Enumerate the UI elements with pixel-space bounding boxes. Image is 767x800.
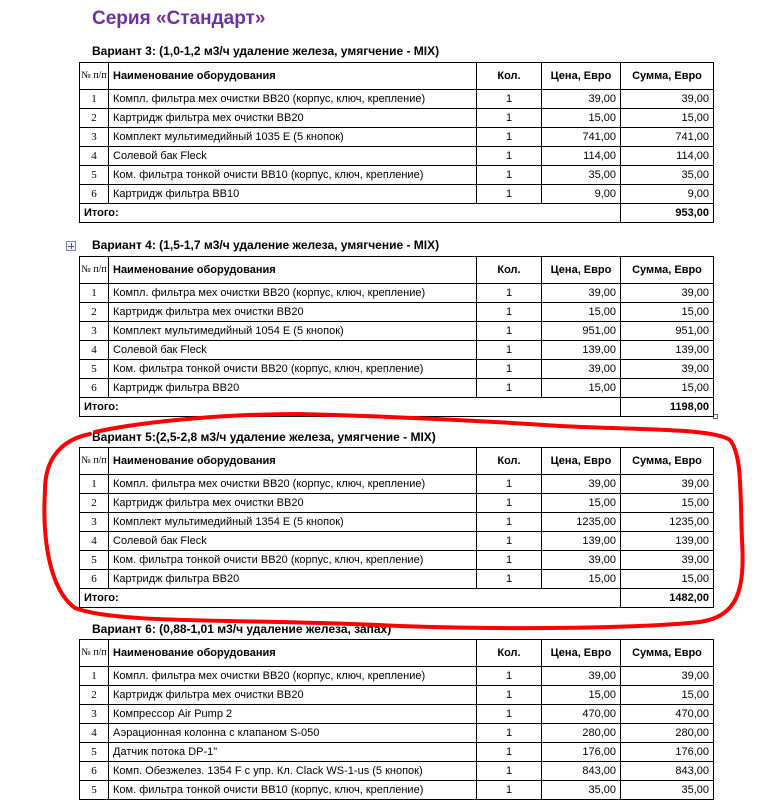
- cell-qty: 1: [477, 724, 542, 743]
- cell-sum: 39,00: [621, 551, 714, 570]
- equipment-table: [79, 639, 714, 800]
- total-value: 953,00: [621, 204, 714, 223]
- cell-qty: 1: [477, 686, 542, 705]
- cell-price: 843,00: [542, 762, 621, 781]
- cell-price: 15,00: [542, 379, 621, 398]
- cell-qty: 1: [477, 128, 542, 147]
- header-qty: Кол.: [477, 63, 542, 90]
- cell-sum: 139,00: [621, 341, 714, 360]
- cell-no: 2: [80, 686, 109, 705]
- cell-name: Картридж фильтра BB20: [109, 570, 477, 589]
- cell-qty: 1: [477, 360, 542, 379]
- cell-sum: 9,00: [621, 185, 714, 204]
- variant-title: Вариант 4: (1,5-1,7 м3/ч удаление железа, умягчение - MIX): [92, 238, 440, 252]
- cell-qty: 1: [477, 513, 542, 532]
- cell-name: Картридж фильтра мех очистки BB20: [109, 303, 477, 322]
- cell-sum: 39,00: [621, 90, 714, 109]
- header-no: № п/п: [80, 257, 109, 284]
- cell-price: 15,00: [542, 570, 621, 589]
- table-row: [80, 781, 714, 800]
- total-value: 1198,00: [621, 398, 714, 417]
- cell-no: 5: [80, 551, 109, 570]
- header-name: Наименование оборудования: [109, 640, 477, 667]
- total-row: [80, 589, 714, 608]
- cell-no: 3: [80, 513, 109, 532]
- cell-name: Компл. фильтра мех очистки BB20 (корпус, ключ, крепление): [109, 667, 477, 686]
- table-row: [80, 341, 714, 360]
- table-row: [80, 475, 714, 494]
- page-title: Серия «Стандарт»: [92, 8, 266, 29]
- table-row: [80, 762, 714, 781]
- cell-qty: 1: [477, 147, 542, 166]
- cell-price: 280,00: [542, 724, 621, 743]
- cell-price: 470,00: [542, 705, 621, 724]
- total-label: Итого:: [80, 204, 621, 223]
- table-row: [80, 667, 714, 686]
- cell-name: Датчик потока DP-1": [109, 743, 477, 762]
- header-sum: Сумма, Евро: [621, 63, 714, 90]
- cell-price: 15,00: [542, 303, 621, 322]
- table-row: [80, 379, 714, 398]
- cell-no: 3: [80, 705, 109, 724]
- cell-sum: 39,00: [621, 475, 714, 494]
- cell-no: 5: [80, 743, 109, 762]
- cell-price: 176,00: [542, 743, 621, 762]
- table-row: [80, 109, 714, 128]
- cell-no: 4: [80, 532, 109, 551]
- cell-sum: 114,00: [621, 147, 714, 166]
- table-row: [80, 551, 714, 570]
- table-row: [80, 303, 714, 322]
- table-row: [80, 686, 714, 705]
- cell-price: 39,00: [542, 551, 621, 570]
- cell-name: Комплект мультимедийный 1035 Е (5 кнопок): [109, 128, 477, 147]
- cell-no: 3: [80, 322, 109, 341]
- cell-sum: 741,00: [621, 128, 714, 147]
- cell-sum: 176,00: [621, 743, 714, 762]
- total-row: [80, 204, 714, 223]
- cell-sum: 15,00: [621, 494, 714, 513]
- cell-name: Аэрационная колонна с клапаном S-050: [109, 724, 477, 743]
- cell-name: Ком. фильтра тонкой очисти BB20 (корпус, ключ, крепление): [109, 551, 477, 570]
- cell-price: 39,00: [542, 667, 621, 686]
- cell-price: 39,00: [542, 90, 621, 109]
- cell-qty: 1: [477, 284, 542, 303]
- cell-no: 6: [80, 570, 109, 589]
- equipment-table: [79, 62, 714, 223]
- table-row: [80, 284, 714, 303]
- equipment-table: [79, 256, 714, 417]
- cell-sum: 15,00: [621, 570, 714, 589]
- cell-no: 2: [80, 303, 109, 322]
- cell-qty: 1: [477, 322, 542, 341]
- table-row: [80, 743, 714, 762]
- cell-no: 4: [80, 147, 109, 166]
- cell-price: 35,00: [542, 781, 621, 800]
- cell-price: 15,00: [542, 494, 621, 513]
- cell-qty: 1: [477, 781, 542, 800]
- cell-sum: 15,00: [621, 303, 714, 322]
- cell-price: 1235,00: [542, 513, 621, 532]
- cell-no: 1: [80, 667, 109, 686]
- table-row: [80, 705, 714, 724]
- table-row: [80, 90, 714, 109]
- header-name: Наименование оборудования: [109, 63, 477, 90]
- cell-name: Солевой бак Fleck: [109, 532, 477, 551]
- cell-name: Комплект мультимедийный 1054 Е (5 кнопок): [109, 322, 477, 341]
- cell-no: 5: [80, 360, 109, 379]
- cell-qty: 1: [477, 166, 542, 185]
- cell-no: 1: [80, 475, 109, 494]
- cell-no: 1: [80, 90, 109, 109]
- cell-qty: 1: [477, 667, 542, 686]
- cell-price: 39,00: [542, 284, 621, 303]
- cell-price: 9,00: [542, 185, 621, 204]
- cell-price: 114,00: [542, 147, 621, 166]
- cell-name: Компл. фильтра мех очистки BB20 (корпус, ключ, крепление): [109, 90, 477, 109]
- table-row: [80, 147, 714, 166]
- cell-no: 2: [80, 109, 109, 128]
- variant-title: Вариант 5:(2,5-2,8 м3/ч удаление железа, умягчение - MIX): [92, 430, 436, 444]
- table-row: [80, 513, 714, 532]
- cell-qty: 1: [477, 570, 542, 589]
- cell-qty: 1: [477, 90, 542, 109]
- cell-qty: 1: [477, 109, 542, 128]
- total-value: 1482,00: [621, 589, 714, 608]
- equipment-table: [79, 447, 714, 608]
- cell-price: 15,00: [542, 109, 621, 128]
- cell-price: 39,00: [542, 475, 621, 494]
- cell-sum: 280,00: [621, 724, 714, 743]
- table-header-row: [80, 448, 714, 475]
- cell-sum: 35,00: [621, 166, 714, 185]
- variant-title: Вариант 6: (0,88-1,01 м3/ч удаление железа, запах): [92, 622, 392, 636]
- cell-sum: 843,00: [621, 762, 714, 781]
- total-label: Итого:: [80, 589, 621, 608]
- cell-no: 6: [80, 185, 109, 204]
- cell-sum: 39,00: [621, 284, 714, 303]
- cell-no: 4: [80, 341, 109, 360]
- cell-no: 5: [80, 781, 109, 800]
- cell-price: 39,00: [542, 360, 621, 379]
- cell-sum: 470,00: [621, 705, 714, 724]
- header-price: Цена, Евро: [542, 640, 621, 667]
- cell-qty: 1: [477, 379, 542, 398]
- header-no: № п/п: [80, 63, 109, 90]
- cell-price: 951,00: [542, 322, 621, 341]
- table-row: [80, 570, 714, 589]
- header-no: № п/п: [80, 448, 109, 475]
- cell-qty: 1: [477, 762, 542, 781]
- header-no: № п/п: [80, 640, 109, 667]
- cell-qty: 1: [477, 743, 542, 762]
- table-row: [80, 494, 714, 513]
- table-row: [80, 360, 714, 379]
- cell-qty: 1: [477, 185, 542, 204]
- cell-name: Картридж фильтра мех очистки BB20: [109, 494, 477, 513]
- cell-sum: 39,00: [621, 667, 714, 686]
- cell-no: 6: [80, 379, 109, 398]
- header-name: Наименование оборудования: [109, 257, 477, 284]
- cell-sum: 15,00: [621, 109, 714, 128]
- cell-no: 6: [80, 762, 109, 781]
- cell-name: Картридж фильтра BB20: [109, 379, 477, 398]
- header-qty: Кол.: [477, 640, 542, 667]
- cell-qty: 1: [477, 494, 542, 513]
- header-price: Цена, Евро: [542, 257, 621, 284]
- table-row: [80, 322, 714, 341]
- cell-sum: 15,00: [621, 686, 714, 705]
- cell-qty: 1: [477, 341, 542, 360]
- cell-name: Солевой бак Fleck: [109, 341, 477, 360]
- cell-name: Солевой бак Fleck: [109, 147, 477, 166]
- header-name: Наименование оборудования: [109, 448, 477, 475]
- cell-name: Ком. фильтра тонкой очисти BB10 (корпус, ключ, крепление): [109, 166, 477, 185]
- header-sum: Сумма, Евро: [621, 257, 714, 284]
- cell-name: Комп. Обезжелез. 1354 F с упр. Кл. Clack WS-1-us (5 кнопок): [109, 762, 477, 781]
- total-label: Итого:: [80, 398, 621, 417]
- cell-name: Комплект мультимедийный 1354 Е (5 кнопок): [109, 513, 477, 532]
- cell-name: Компл. фильтра мех очистки BB20 (корпус, ключ, крепление): [109, 475, 477, 494]
- cell-name: Компл. фильтра мех очистки BB20 (корпус, ключ, крепление): [109, 284, 477, 303]
- table-row: [80, 532, 714, 551]
- cell-qty: 1: [477, 705, 542, 724]
- table-move-handle-icon[interactable]: [66, 241, 76, 251]
- header-sum: Сумма, Евро: [621, 448, 714, 475]
- header-sum: Сумма, Евро: [621, 640, 714, 667]
- cell-no: 5: [80, 166, 109, 185]
- header-qty: Кол.: [477, 448, 542, 475]
- table-header-row: [80, 63, 714, 90]
- cell-no: 4: [80, 724, 109, 743]
- cell-qty: 1: [477, 532, 542, 551]
- cell-qty: 1: [477, 303, 542, 322]
- cell-price: 139,00: [542, 341, 621, 360]
- table-row: [80, 128, 714, 147]
- table-row: [80, 724, 714, 743]
- table-row: [80, 185, 714, 204]
- header-price: Цена, Евро: [542, 63, 621, 90]
- cell-sum: 139,00: [621, 532, 714, 551]
- header-price: Цена, Евро: [542, 448, 621, 475]
- cell-name: Компрессор Air Pump 2: [109, 705, 477, 724]
- table-row: [80, 166, 714, 185]
- header-qty: Кол.: [477, 257, 542, 284]
- cell-no: 2: [80, 494, 109, 513]
- cell-name: Ком. фильтра тонкой очисти BB10 (корпус, ключ, крепление): [109, 781, 477, 800]
- cell-name: Картридж фильтра мех очистки BB20: [109, 686, 477, 705]
- cell-qty: 1: [477, 551, 542, 570]
- cell-name: Картридж фильтра BB10: [109, 185, 477, 204]
- table-header-row: [80, 257, 714, 284]
- cell-sum: 35,00: [621, 781, 714, 800]
- variant-title: Вариант 3: (1,0-1,2 м3/ч удаление железа, умягчение - MIX): [92, 44, 440, 58]
- cell-price: 139,00: [542, 532, 621, 551]
- total-row: [80, 398, 714, 417]
- cell-no: 3: [80, 128, 109, 147]
- table-header-row: [80, 640, 714, 667]
- cell-sum: 15,00: [621, 379, 714, 398]
- cell-qty: 1: [477, 475, 542, 494]
- cell-sum: 39,00: [621, 360, 714, 379]
- cell-name: Картридж фильтра мех очистки BB20: [109, 109, 477, 128]
- cell-price: 35,00: [542, 166, 621, 185]
- cell-no: 1: [80, 284, 109, 303]
- cell-sum: 1235,00: [621, 513, 714, 532]
- cell-price: 741,00: [542, 128, 621, 147]
- cell-price: 15,00: [542, 686, 621, 705]
- cell-name: Ком. фильтра тонкой очисти BB20 (корпус, ключ, крепление): [109, 360, 477, 379]
- cell-sum: 951,00: [621, 322, 714, 341]
